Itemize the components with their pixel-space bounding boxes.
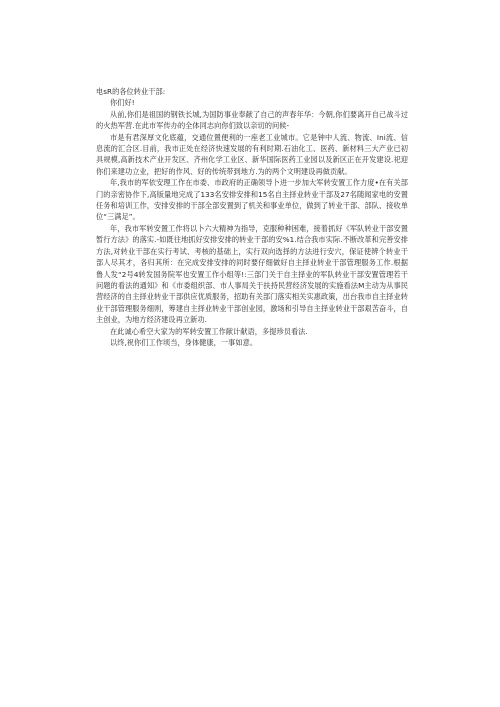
paragraph-request: 在此诚心希空大家为的军转安置工作献计献语，多提珍员看法.: [110, 326, 308, 336]
letter-greeting: 你们好!: [110, 98, 135, 108]
letter-body: [96, 86, 408, 348]
paragraph-last-year: 年,我市的军依安理工作在市委、市政府的正确领导卜进一步加大军转安置工作力度•在有关部门的亲密协作下,高版量地完成了133名安排安排和15名自主择业转业干部及27名随闻家电的安置任务和培训工作，安排安排的干部全部安置到了机关和事业单位，做到了转业干部、部队、接收单位“三满足”。: [96, 178, 408, 222]
paragraph-city: 市是有君深厚文化底蕴，交通位置便利的一座老工业城市。它是钟中人流、物流、Ini流、信息流的汇合区.目前，我市正处在经济快速发展的有利时期.石油化工、医药、新材料三大产业已初具规模,高新技术产业开发区、齐州化学工业区、新华国际医药工业园以及新区正在开发建设.祀迎你们来建功立业，把好的作风、好的传统带到地方.为的两个文明建设再做贡献。: [96, 132, 408, 176]
paragraph-closing: 以终,祝你们工作顷当，身体健康，一事如意。: [110, 337, 258, 347]
letter-salutation: 电sR的各位转业干部:: [96, 87, 166, 96]
paragraph-intro: 从前,你们是祖国的钢铁长城,为国防事业奉献了自己的声春年华：今朝,你们要离开自己战斗过的火热军营.在此市军传办的全体同志向你们致以亲切的问候-: [96, 109, 408, 131]
paragraph-this-year: 年，我市军转安置工作将以卜六大精神为指导，克服种种困难，接着抓好《军队转业干部安置暂行方法》的落实.-如既往地抓好安排安排的转业干部的安%1.结合我市实际.不断改革和完善安排方法,对转业干部在实行考试、考核的基础上，实行双向选择的方法进行安穴，保证使辨个转业干部人尽其才，各归其所：在完成安排安排的同时要仔细做好自主择业转业干部管理服务工作.根据鲁人发“2号4转发国务院军也安置工作小组等!:三部门关于自主择业的军队转业干部安置管理若干问题的看法的通知》和《市委组织部、市人事局关于扶持民营经济发展的实施看法M主动为从事民营经济的自主择业转业干部供应优质服务，招助有关部门落实相关实惠政策，出台我市自主择业转业干部管理服务细则，筹建自主择业转业干部创业园，激场和引导自主择业转业干部艰苦奋斗，自主创业，为地方经济建设再立新功.: [96, 223, 408, 325]
